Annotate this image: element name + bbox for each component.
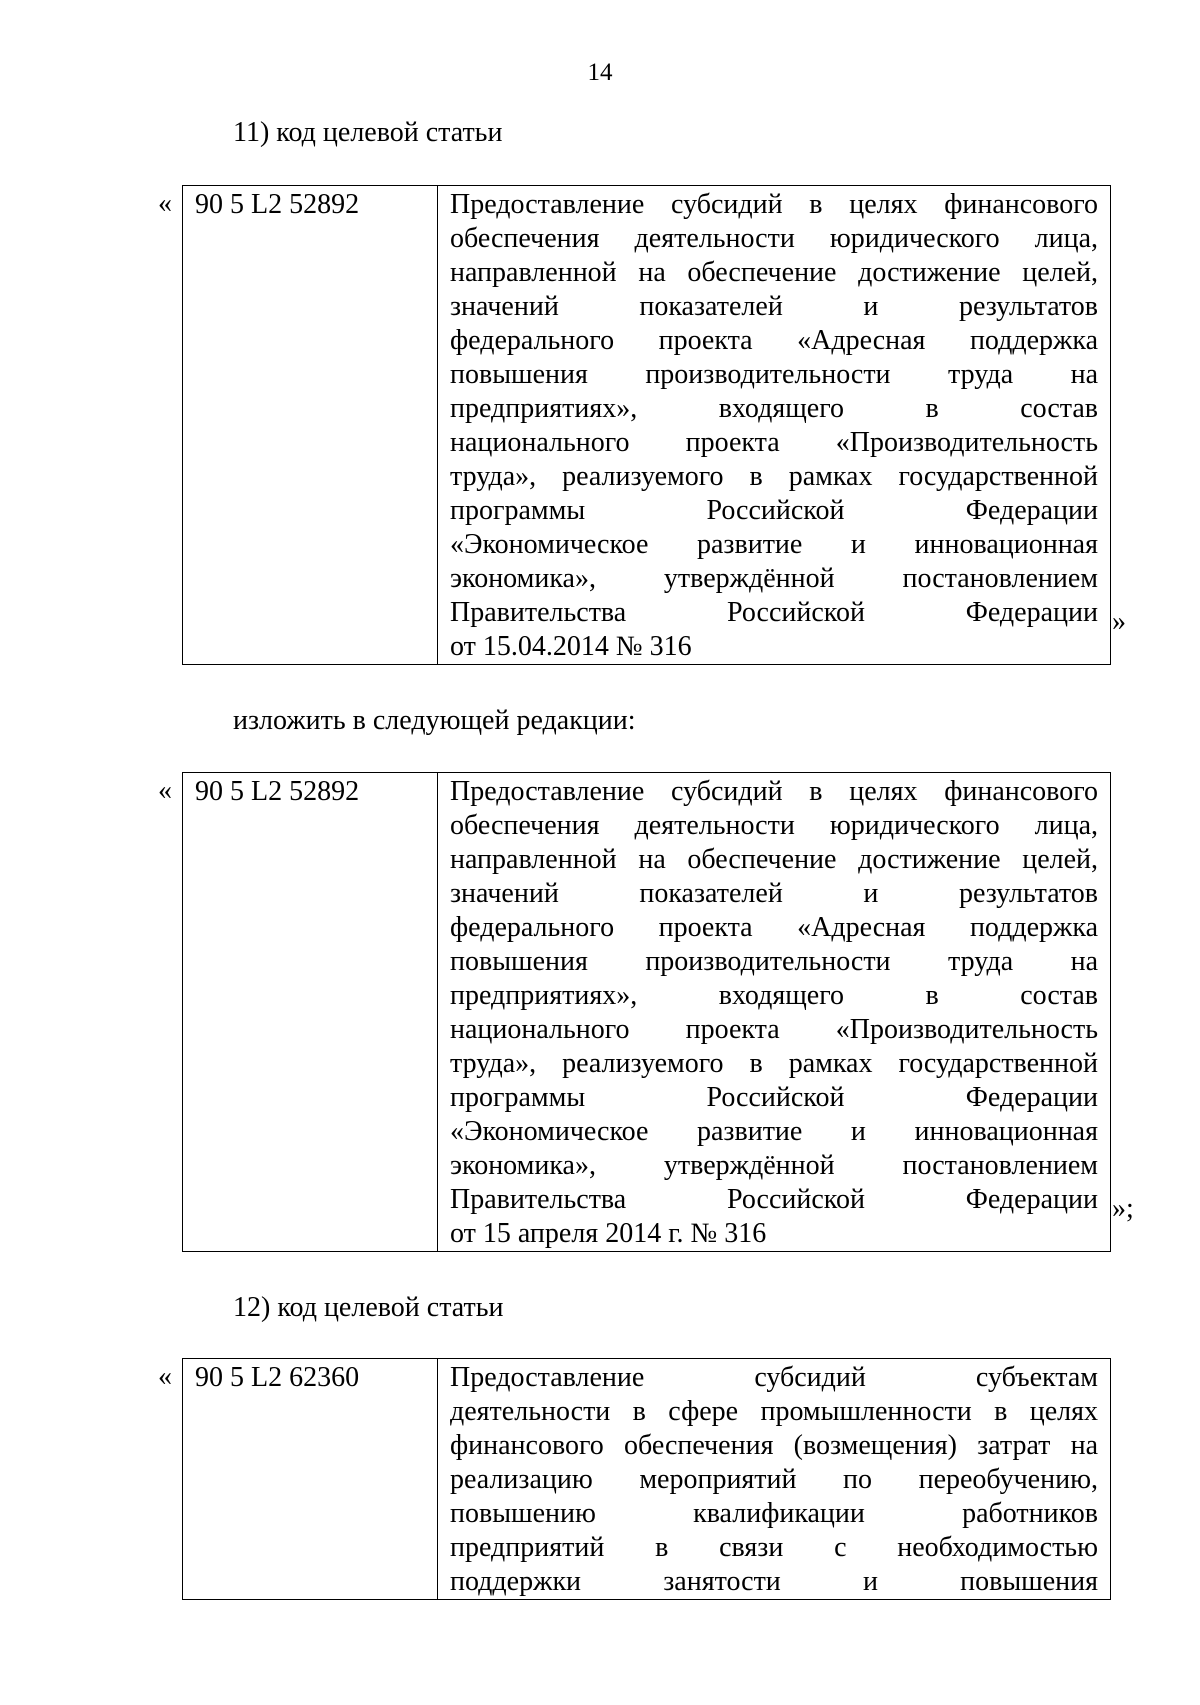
new-row-code: 90 5 L2 52892 xyxy=(183,773,438,1252)
new-row-line: Правительства Российской Федерации xyxy=(450,1184,1098,1215)
old-row-line: национального проекта «Производительность xyxy=(450,427,1098,458)
old-row-line: от 15.04.2014 № 316 xyxy=(450,631,692,662)
new-row-line: повышения производительности труда на xyxy=(450,946,1098,977)
new-row-line: «Экономическое развитие и инновационная xyxy=(450,1116,1098,1147)
old-row-line: предприятиях», входящего в состав xyxy=(450,393,1098,424)
old-row-description xyxy=(438,186,1111,665)
item12-row-code: 90 5 L2 62360 xyxy=(183,1359,438,1600)
new-row-line: предприятиях», входящего в состав xyxy=(450,980,1098,1011)
old-row-line: обеспечения деятельности юридического лица, xyxy=(450,223,1098,254)
old-row-line: направленной на обеспечение достижение целей, xyxy=(450,257,1098,288)
item12-row-line: предприятий в связи с необходимостью xyxy=(450,1532,1098,1563)
new-row-open-quote: « xyxy=(158,775,172,806)
item12-row-line: поддержки занятости и повышения xyxy=(450,1566,1098,1597)
old-row-code: 90 5 L2 52892 xyxy=(183,186,438,665)
old-row-line: труда», реализуемого в рамках государственной xyxy=(450,461,1098,492)
old-row-close-quote: » xyxy=(1112,606,1126,637)
transition-text: изложить в следующей редакции: xyxy=(233,705,636,736)
item12-row-line: деятельности в сфере промышленности в целях xyxy=(450,1396,1098,1427)
old-row-line: экономика», утверждённой постановлением xyxy=(450,563,1098,594)
old-row-table xyxy=(182,185,1111,665)
old-row-line: программы Российской Федерации xyxy=(450,495,1098,526)
new-row-description xyxy=(438,773,1111,1252)
new-row-line: федерального проекта «Адресная поддержка xyxy=(450,912,1098,943)
item12-row-description xyxy=(438,1359,1111,1600)
item12-row-line: Предоставление субсидий субъектам xyxy=(450,1362,1098,1393)
new-row-line: от 15 апреля 2014 г. № 316 xyxy=(450,1218,767,1249)
old-row-line: значений показателей и результатов xyxy=(450,291,1098,322)
page-number: 14 xyxy=(587,59,613,86)
item12-row-line: реализацию мероприятий по переобучению, xyxy=(450,1464,1098,1495)
new-row-line: обеспечения деятельности юридического лица, xyxy=(450,810,1098,841)
item-11-heading: 11) код целевой статьи xyxy=(233,117,503,148)
item12-open-quote: « xyxy=(158,1361,172,1392)
new-row-line: экономика», утверждённой постановлением xyxy=(450,1150,1098,1181)
new-row-line: направленной на обеспечение достижение целей, xyxy=(450,844,1098,875)
new-row-table xyxy=(182,772,1111,1252)
old-row-line: «Экономическое развитие и инновационная xyxy=(450,529,1098,560)
new-row-line: программы Российской Федерации xyxy=(450,1082,1098,1113)
item12-row-table xyxy=(182,1358,1111,1600)
old-row-line: повышения производительности труда на xyxy=(450,359,1098,390)
old-row-open-quote: « xyxy=(158,188,172,219)
new-row-close-quote: »; xyxy=(1112,1193,1134,1224)
new-row-line: национального проекта «Производительность xyxy=(450,1014,1098,1045)
item12-row-line: финансового обеспечения (возмещения) затрат на xyxy=(450,1430,1098,1461)
old-row-line: Предоставление субсидий в целях финансового xyxy=(450,189,1098,220)
item-12-heading: 12) код целевой статьи xyxy=(233,1292,504,1323)
item12-row-line: повышению квалификации работников xyxy=(450,1498,1098,1529)
new-row-line: труда», реализуемого в рамках государственной xyxy=(450,1048,1098,1079)
new-row-line: значений показателей и результатов xyxy=(450,878,1098,909)
old-row-line: Правительства Российской Федерации xyxy=(450,597,1098,628)
new-row-line: Предоставление субсидий в целях финансового xyxy=(450,776,1098,807)
old-row-line: федерального проекта «Адресная поддержка xyxy=(450,325,1098,356)
